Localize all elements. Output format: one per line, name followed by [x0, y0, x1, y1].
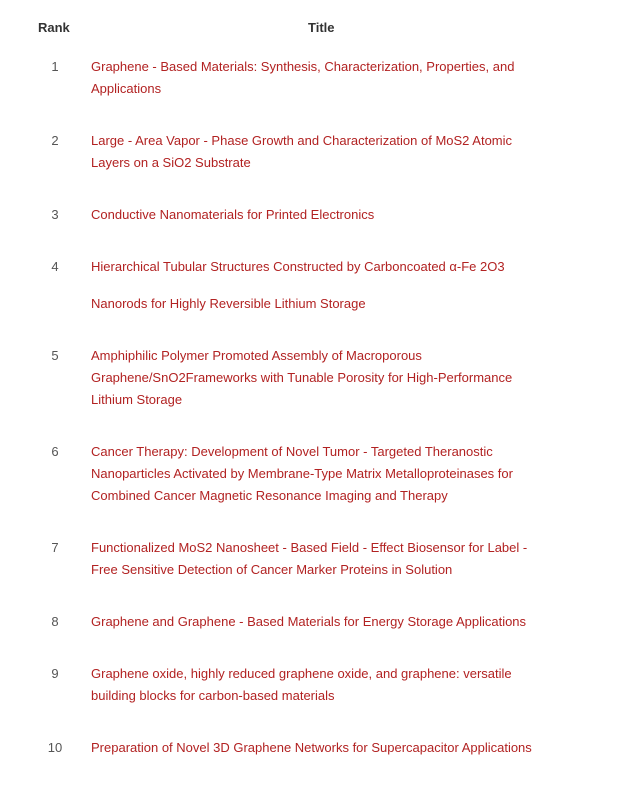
title-link[interactable]: [91, 204, 541, 226]
title-line: Graphene - Based Materials: Synthesis, Characterization, Properties, and: [91, 59, 515, 74]
title-line: Applications: [91, 81, 162, 96]
title-line: Nanorods for Highly Reversible Lithium Storage: [91, 296, 366, 311]
title-link[interactable]: [91, 130, 541, 174]
rank-column-header: Rank: [38, 20, 70, 35]
title-line: Graphene/SnO2Frameworks with Tunable Porosity for High-Performance: [91, 370, 513, 385]
title-line: Conductive Nanomaterials for Printed Electronics: [91, 207, 375, 222]
title-link[interactable]: [91, 537, 541, 581]
title-link[interactable]: [91, 663, 541, 707]
title-column-header: Title: [308, 20, 335, 35]
line-gap: [91, 278, 541, 293]
title-line: Large - Area Vapor - Phase Growth and Characterization of MoS2 Atomic: [91, 133, 513, 148]
title-line: Graphene and Graphene - Based Materials for Energy Storage Applications: [91, 614, 527, 629]
rank-cell: 10: [47, 740, 63, 755]
rank-cell: 4: [51, 259, 59, 274]
title-line: Cancer Therapy: Development of Novel Tumor - Targeted Theranostic: [91, 444, 493, 459]
title-line: building blocks for carbon-based materials: [91, 688, 335, 703]
rank-cell: 8: [51, 614, 59, 629]
title-line: Layers on a SiO2 Substrate: [91, 155, 251, 170]
title-line: Combined Cancer Magnetic Resonance Imaging and Therapy: [91, 488, 448, 503]
rank-cell: 9: [51, 666, 59, 681]
rank-cell: 6: [51, 444, 59, 459]
rank-cell: 1: [51, 59, 59, 74]
title-link[interactable]: [91, 441, 541, 507]
title-line: Free Sensitive Detection of Cancer Marker Proteins in Solution: [91, 562, 453, 577]
title-line: Nanoparticles Activated by Membrane-Type Matrix Metalloproteinases for: [91, 466, 513, 481]
title-line: Lithium Storage: [91, 392, 183, 407]
title-link[interactable]: [91, 56, 541, 100]
title-line: Graphene oxide, highly reduced graphene oxide, and graphene: versatile: [91, 666, 512, 681]
title-link[interactable]: [91, 737, 541, 759]
rank-cell: 3: [51, 207, 59, 222]
rank-cell: 2: [51, 133, 59, 148]
title-line: Functionalized MoS2 Nanosheet - Based Field - Effect Biosensor for Label -: [91, 540, 528, 555]
rank-cell: 7: [51, 540, 59, 555]
title-link[interactable]: [91, 611, 541, 633]
title-link[interactable]: [91, 256, 541, 315]
title-line: Hierarchical Tubular Structures Constructed by Carboncoated α-Fe 2O3: [91, 259, 505, 274]
title-line: Preparation of Novel 3D Graphene Networks for Supercapacitor Applications: [91, 740, 532, 755]
rank-cell: 5: [51, 348, 59, 363]
title-line: Amphiphilic Polymer Promoted Assembly of Macroporous: [91, 348, 422, 363]
title-link[interactable]: [91, 345, 541, 411]
